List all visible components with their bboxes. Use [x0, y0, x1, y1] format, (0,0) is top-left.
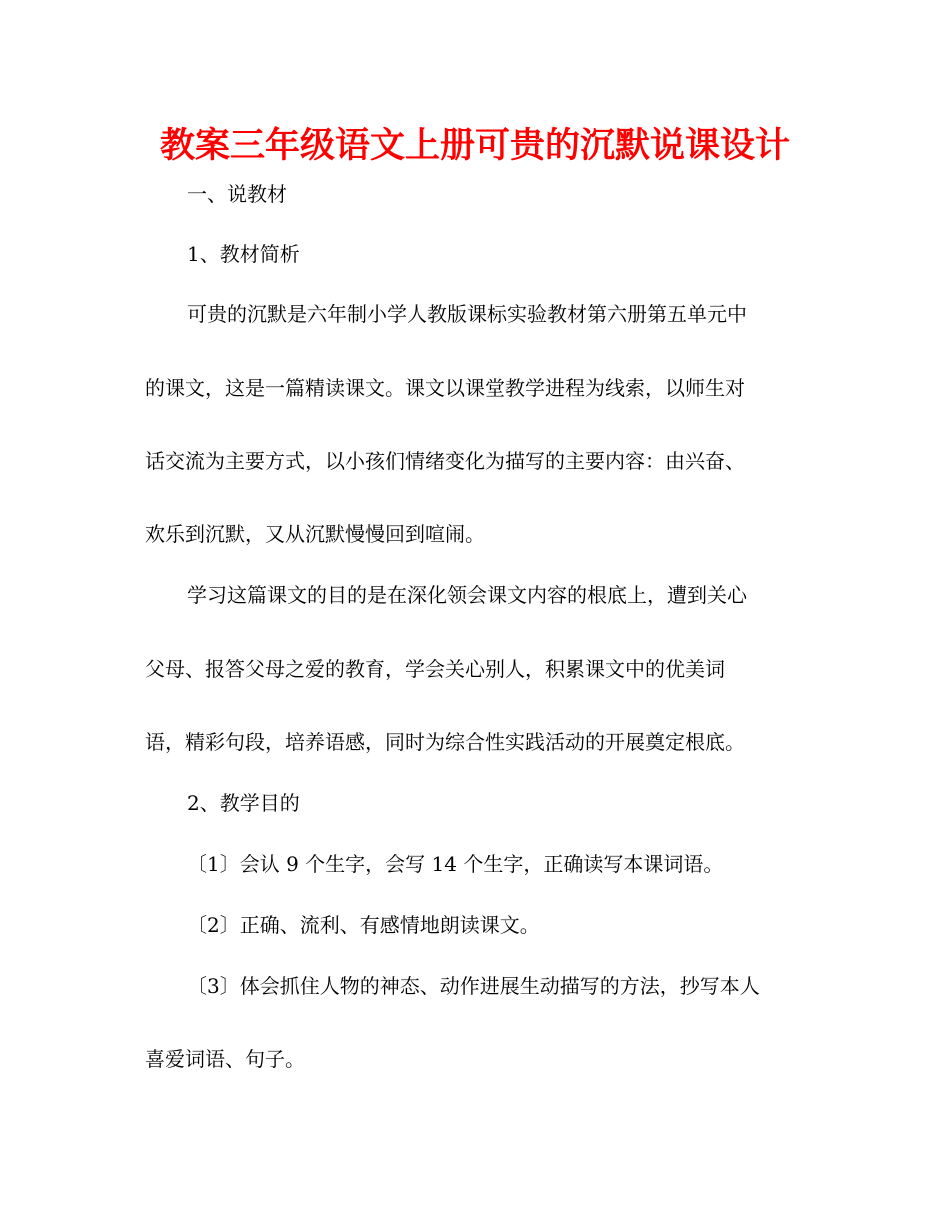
paragraph-line: 父母、报答父母之爱的教育，学会关心别人，积累课文中的优美词 — [145, 657, 725, 681]
paragraph-line: 可贵的沉默是六年制小学人教版课标实验教材第六册第五单元中 — [187, 302, 747, 326]
section-heading: 一、说教材 — [187, 182, 287, 206]
paragraph-line: 学习这篇课文的目的是在深化领会课文内容的根底上，遭到关心 — [187, 583, 747, 607]
paragraph-line: 欢乐到沉默，又从沉默慢慢回到喧闹。 — [145, 522, 485, 546]
list-item: 〔3〕体会抓住人物的神态、动作进展生动描写的方法，抄写本人 — [187, 974, 760, 998]
subsection-heading: 1、教材简析 — [187, 242, 300, 266]
subsection-heading: 2、教学目的 — [187, 791, 300, 815]
paragraph-line: 话交流为主要方式，以小孩们情绪变化为描写的主要内容：由兴奋、 — [145, 449, 745, 473]
document-title: 教案三年级语文上册可贵的沉默说课设计 — [159, 126, 790, 166]
list-item: 〔2〕正确、流利、有感情地朗读课文。 — [187, 913, 540, 937]
list-item: 〔1〕会认 9 个生字，会写 14 个生字，正确读写本课词语。 — [187, 852, 724, 876]
list-item-continuation: 喜爱词语、句子。 — [145, 1047, 305, 1071]
paragraph-line: 语，精彩句段，培养语感，同时为综合性实践活动的开展奠定根底。 — [145, 730, 745, 754]
paragraph-line: 的课文，这是一篇精读课文。课文以课堂教学进程为线索，以师生对 — [145, 376, 745, 400]
